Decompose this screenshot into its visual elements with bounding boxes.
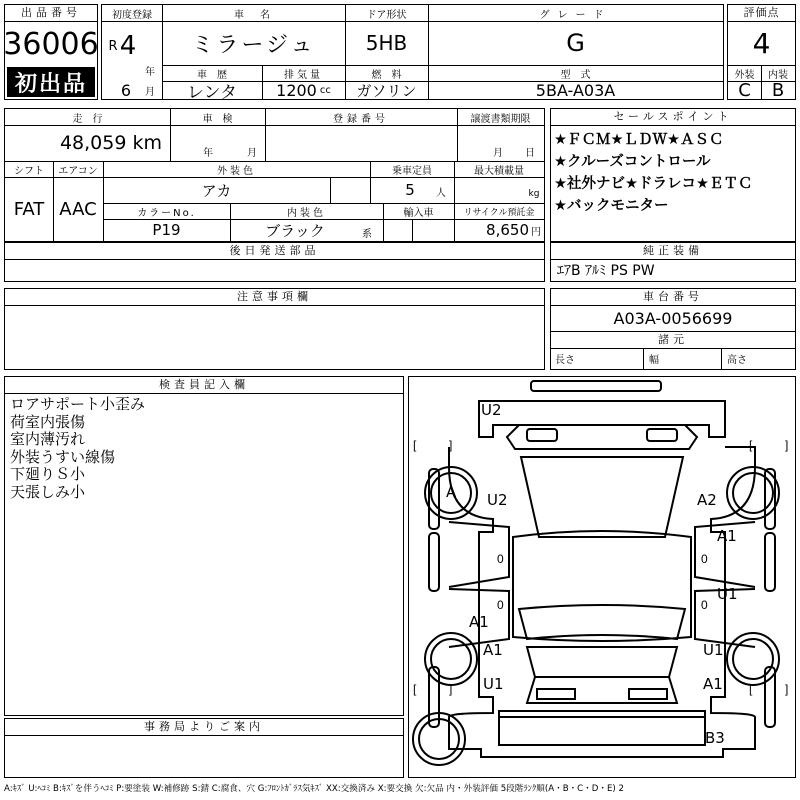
inspector-note: 室内薄汚れ — [10, 430, 86, 448]
mileage-label: 走 行 — [72, 113, 103, 125]
mileage: 48,059 km — [59, 132, 162, 154]
inspection-year-unit: 年 — [203, 147, 213, 159]
transfer-day-unit: 日 — [525, 147, 535, 159]
svg-text:0: 0 — [701, 598, 708, 612]
inspector-note: 外装うすい線傷 — [10, 447, 116, 466]
score: 4 — [752, 26, 771, 60]
mark-b3-rear: B3 — [705, 729, 725, 747]
sales-point: ★社外ナビ★ドラレコ★ＥＴＣ — [554, 176, 753, 192]
displacement — [262, 81, 345, 99]
displacement-value: 1200 — [276, 80, 317, 100]
svg-text:]: ] — [449, 682, 453, 696]
grade: G — [566, 29, 585, 57]
displacement-label: 排気量 — [284, 69, 323, 81]
later-parts-label: 後日発送部品 — [5, 243, 544, 260]
reg-month: 6 — [120, 80, 132, 100]
length-label: 長さ — [555, 355, 575, 366]
score-box — [727, 4, 796, 100]
ext-score: C — [738, 79, 751, 101]
spec-box — [4, 108, 545, 242]
reg-no-label: 登録番号 — [333, 113, 389, 125]
svg-text:[: [ — [413, 682, 417, 696]
reg-year: 4 — [119, 31, 137, 61]
mark-a1-left-rear-door: A1 — [469, 613, 489, 631]
recycle-yen: 円 — [531, 226, 541, 238]
shift-label: シフト — [14, 165, 44, 177]
svg-text:0: 0 — [497, 552, 504, 566]
width-label: 幅 — [649, 355, 659, 366]
lot-box — [4, 4, 98, 100]
chassis-box — [550, 288, 796, 370]
history-label: 車 歴 — [197, 69, 227, 81]
inspector-box — [4, 376, 404, 716]
mark-u1-right-rear-door: U1 — [717, 585, 738, 603]
mark-u1-left-rear: U1 — [483, 675, 504, 693]
history: レンタ — [187, 82, 237, 103]
mark-u2-front-left: U2 — [487, 491, 508, 509]
color-no: P19 — [152, 221, 181, 239]
mark-a1-left-rear-fender: A1 — [483, 641, 503, 659]
ext-score-label: 外装 — [734, 69, 755, 81]
height-label: 高さ — [727, 355, 747, 366]
inspector-note: 下廻りＳ小 — [10, 465, 86, 483]
import-label: 輸入車 — [403, 207, 434, 219]
reg-era: R — [108, 38, 118, 54]
car-name: ミラージュ — [191, 32, 316, 58]
office-box — [4, 718, 404, 778]
inspection-month-unit: 月 — [247, 147, 257, 159]
mark-a-front-left-wheel: A — [446, 483, 457, 501]
recycle-label: リサイクル預託金 — [463, 207, 535, 218]
sales-point: ★バックモニター — [554, 198, 669, 214]
lot-number: 36006 — [3, 26, 99, 62]
car-outline-diagram — [409, 377, 795, 777]
shift: FAT — [13, 198, 45, 220]
fuel: ガソリン — [356, 81, 417, 100]
sales-points-label: セールスポイント — [551, 109, 795, 126]
model: 5BA-A03A — [535, 80, 616, 100]
first-listing-badge: 初出品 — [7, 67, 95, 97]
grade-label: グレード — [539, 9, 612, 21]
car-name-label: 車 名 — [234, 9, 273, 21]
door-type: 5HB — [365, 31, 408, 55]
inspector-notes — [10, 396, 400, 501]
later-parts-box — [4, 242, 545, 282]
genuine-box — [550, 242, 796, 282]
recycle-value: 8,650 — [486, 221, 529, 239]
inspector-note: ロアサポート小歪み — [10, 395, 146, 413]
sales-point: ★クルーズコントロール — [554, 154, 711, 170]
svg-text:]: ] — [449, 438, 453, 452]
header-box — [101, 4, 724, 103]
svg-text:]: ] — [785, 438, 789, 452]
inspector-label: 検査員記入欄 — [5, 377, 403, 394]
chassis-number: A03A-0056699 — [613, 308, 733, 328]
mark-a2-front-right: A2 — [697, 491, 717, 509]
office-label: 事務局よりご案内 — [5, 719, 403, 736]
svg-text:[: [ — [749, 682, 753, 696]
capacity: 5 — [405, 181, 415, 199]
inspector-note: 天張しみ小 — [10, 482, 86, 501]
svg-text:]: ] — [785, 682, 789, 696]
int-color-suffix: 系 — [362, 228, 372, 240]
load-label: 最大積載量 — [474, 165, 524, 177]
int-color-label: 内装色 — [287, 207, 326, 219]
door-label: ドア形状 — [366, 9, 407, 21]
svg-text:[: [ — [749, 438, 753, 452]
svg-text:0: 0 — [701, 552, 708, 566]
capacity-label: 乗車定員 — [392, 165, 432, 177]
genuine-equipment: ｴｱB ｱﾙﾐ PS PW — [557, 263, 655, 279]
int-score-label: 内装 — [768, 69, 788, 81]
ext-color-label: 外装色 — [217, 165, 256, 177]
model-label: 型 式 — [560, 69, 591, 81]
displacement-unit: cc — [319, 84, 331, 96]
int-score: B — [771, 79, 785, 101]
sales-points-list — [554, 129, 794, 217]
lot-label: 出品番号 — [5, 5, 97, 22]
inspector-note: 荷室内張傷 — [10, 412, 86, 431]
mark-u1-right-rear-fender: U1 — [703, 641, 724, 659]
inspection-label: 車 検 — [202, 113, 233, 125]
mark-a1-right-door: A1 — [717, 527, 737, 545]
transfer-month-unit: 月 — [493, 147, 503, 159]
score-label: 評価点 — [728, 5, 795, 22]
sales-point: ★ＦＣＭ★ＬＤＷ★ＡＳＣ — [554, 132, 724, 148]
int-color: ブラック — [265, 221, 325, 240]
legend: A:ｷｽﾞ U:ﾍｺﾐ B:ｷｽﾞを伴うﾍｺﾐ P:要塗装 W:補修跡 S:錆 C:腐食、穴 G:ﾌﾛﾝﾄｶﾞﾗｽ気ｷｽﾞ XX:交換済み X:要交換 欠:欠品 内・外装評価 5段階ﾗﾝｸ順(A・B・C・D・E) 2 — [4, 784, 624, 794]
sales-points-box — [550, 108, 796, 242]
dims-label: 諸元 — [551, 332, 795, 349]
mark-u2-roof: U2 — [481, 401, 502, 419]
load-unit: kg — [528, 189, 540, 199]
recycle — [454, 219, 544, 241]
reg-year-unit: 年 — [145, 66, 155, 78]
reg-month-unit: 月 — [145, 86, 155, 98]
color-no-label: カラーNo. — [137, 207, 196, 219]
genuine-label: 純正装備 — [551, 243, 795, 260]
ext-color: アカ — [201, 181, 232, 200]
capacity-unit: 人 — [436, 187, 446, 199]
car-diagram — [408, 376, 796, 778]
mark-a1-right-rear: A1 — [703, 675, 723, 693]
svg-text:0: 0 — [497, 598, 504, 612]
fuel-label: 燃 料 — [371, 69, 402, 81]
transfer-label: 譲渡書類期限 — [470, 113, 531, 125]
ac: AAC — [59, 198, 97, 220]
chassis-label: 車台番号 — [551, 289, 795, 306]
reg-label: 初度登録 — [112, 9, 152, 21]
svg-text:[: [ — [413, 438, 417, 452]
notes-label: 注意事項欄 — [5, 289, 544, 306]
ac-label: エアコン — [58, 165, 98, 177]
notes-box — [4, 288, 545, 370]
